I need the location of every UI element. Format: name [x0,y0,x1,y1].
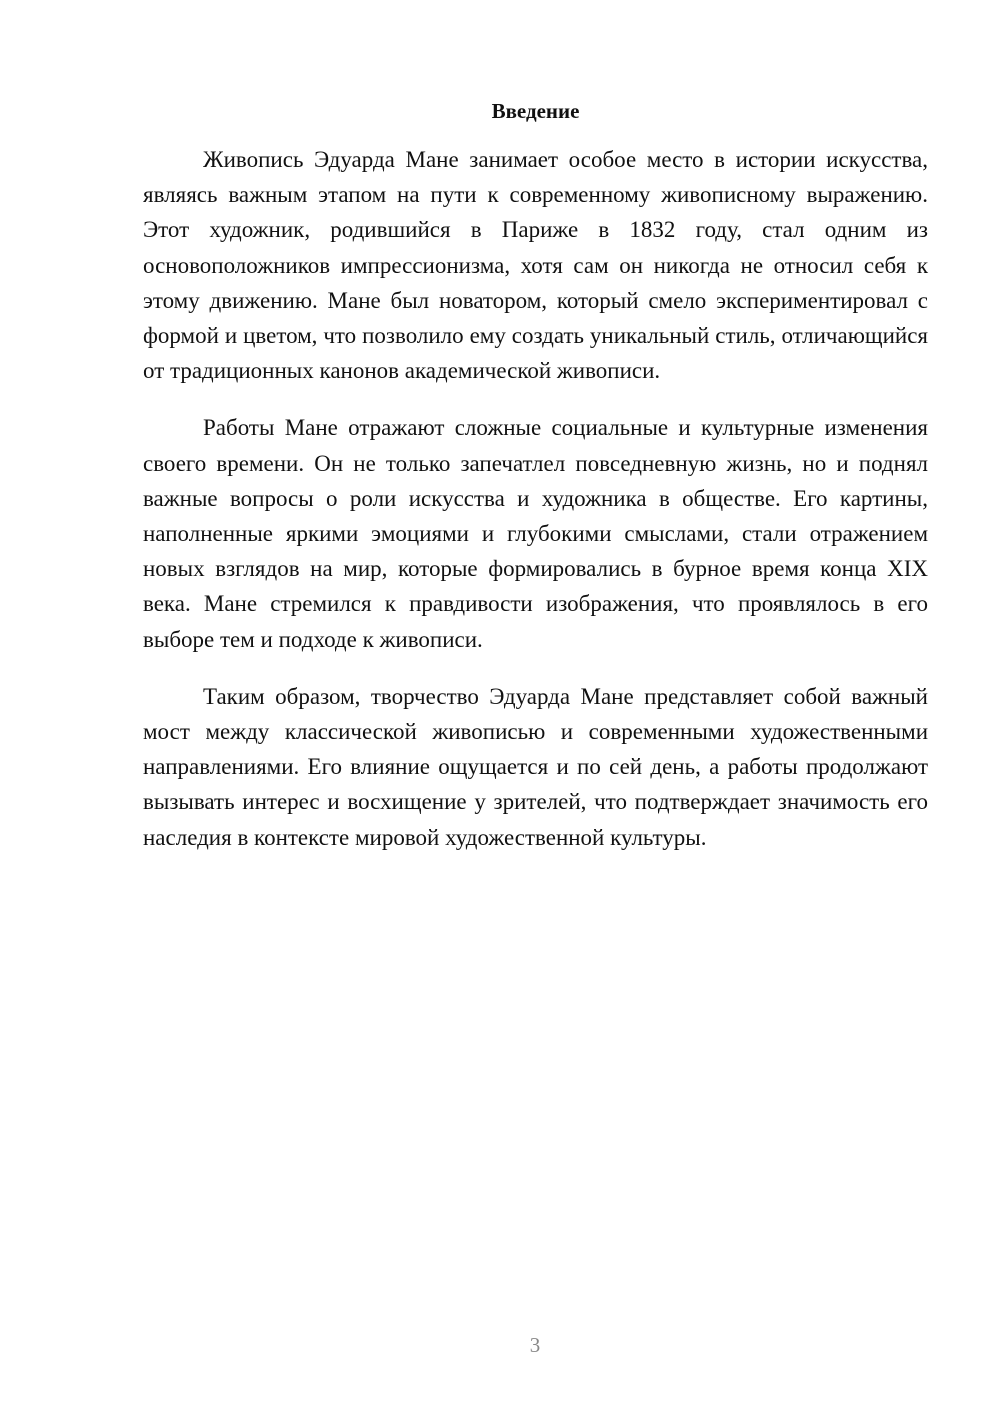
paragraph-2: Работы Мане отражают сложные социальные и культурные изменения своего времени. Он не только запечатлел повседневную жизнь, но и поднял важные вопросы о роли искусства и художника в обществе. Его картины, наполненные яркими эмоциями и глубокими смыслами, стали отражением новых взглядов на мир, которые формировались в бурное время конца XIX века. Мане стремился к правдивости изображения, что проявлялось в его выборе тем и подходе к живописи. [143,415,928,652]
body-text [143,142,928,877]
page-number: 3 [529,1333,541,1357]
paragraph-3: Таким образом, творчество Эдуарда Мане представляет собой важный мост между классической живописью и современными художественными направлениями. Его влияние ощущается и по сей день, а работы продолжают вызывать интерес и восхищение у зрителей, что подтверждает значимость его наследия в контексте мировой художественной культуры. [143,683,928,850]
section-title: Введение [491,99,580,123]
paragraph-1: Живопись Эдуарда Мане занимает особое место в истории искусства, являясь важным этапом на пути к современному живописному выражению. Этот художник, родившийся в Париже в 1832 году, стал одним из основоположников импрессионизма, хотя сам он никогда не относил себя к этому движению. Мане был новатором, который смело экспериментировал с формой и цветом, что позволило ему создать уникальный стиль, отличающийся от традиционных канонов академической живописи. [143,147,928,384]
